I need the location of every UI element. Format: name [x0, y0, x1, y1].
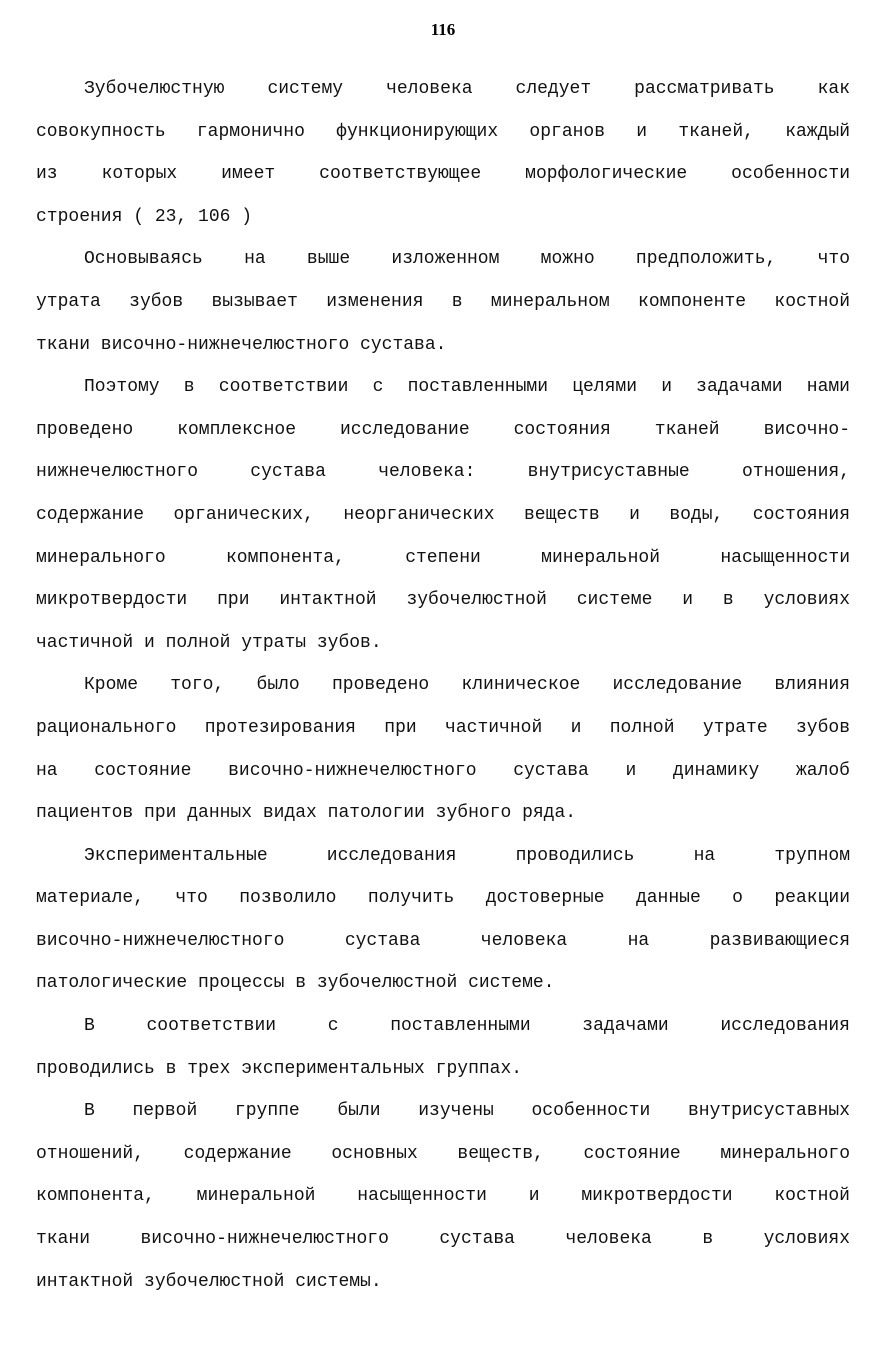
text-line: патологические процессы в зубочелюстной системе.	[36, 973, 555, 994]
paragraph	[36, 68, 850, 238]
text-line: проводились в трех экспериментальных группах.	[36, 1058, 523, 1079]
paragraph	[36, 835, 850, 1005]
text-line: ткани височно-нижнечелюстного сустава.	[36, 334, 447, 355]
text-line: височно-нижнечелюстного сустава человека на развивающиеся	[36, 930, 850, 951]
text-line: совокупность гармонично функционирующих органов и тканей, каждый	[36, 121, 850, 142]
text-line: нижнечелюстного сустава человека: внутрисуставные отношения,	[36, 462, 850, 483]
text-line: утрата зубов вызывает изменения в минеральном компоненте костной	[36, 291, 850, 312]
text-line: Поэтому в соответствии с поставленными целями и задачами нами	[84, 377, 850, 398]
text-line: микротвердости при интактной зубочелюстной системе и в условиях	[36, 590, 850, 611]
paragraph	[36, 1090, 850, 1303]
paragraph	[36, 664, 850, 834]
text-line: В соответствии с поставленными задачами исследования	[84, 1016, 850, 1037]
text-line: Кроме того, было проведено клиническое исследование влияния	[84, 675, 850, 696]
text-line: интактной зубочелюстной системы.	[36, 1271, 382, 1292]
text-line: на состояние височно-нижнечелюстного сустава и динамику жалоб	[36, 760, 850, 781]
body-text	[36, 68, 850, 1303]
text-line: Экспериментальные исследования проводились на трупном	[84, 845, 850, 866]
text-line: проведено комплексное исследование состояния тканей височно-	[36, 419, 850, 440]
page-number: 116	[430, 20, 456, 39]
paragraph	[36, 366, 850, 664]
text-line: Зубочелюстную систему человека следует рассматривать как	[84, 79, 850, 99]
text-line: пациентов при данных видах патологии зубного ряда.	[36, 803, 577, 824]
text-line: В первой группе были изучены особенности внутрисуставных	[84, 1101, 850, 1122]
text-line: минерального компонента, степени минеральной насыщенности	[36, 547, 850, 568]
text-line: содержание органических, неорганических веществ и воды, состояния	[36, 504, 850, 525]
text-line: Основываясь на выше изложенном можно предположить, что	[84, 249, 850, 270]
paragraph	[36, 1005, 850, 1090]
paragraph	[36, 238, 850, 366]
text-line: частичной и полной утраты зубов.	[36, 632, 382, 653]
text-line: из которых имеет соответствующее морфологические особенности	[36, 164, 850, 185]
text-line: рационального протезирования при частичной и полной утрате зубов	[36, 717, 850, 738]
text-line: отношений, содержание основных веществ, состояние минерального	[36, 1143, 850, 1164]
text-line: строения ( 23, 106 )	[36, 206, 253, 227]
text-line: ткани височно-нижнечелюстного сустава человека в условиях	[36, 1229, 850, 1250]
text-line: материале, что позволило получить достоверные данные о реакции	[36, 888, 850, 909]
text-line: компонента, минеральной насыщенности и микротвердости костной	[36, 1186, 850, 1207]
